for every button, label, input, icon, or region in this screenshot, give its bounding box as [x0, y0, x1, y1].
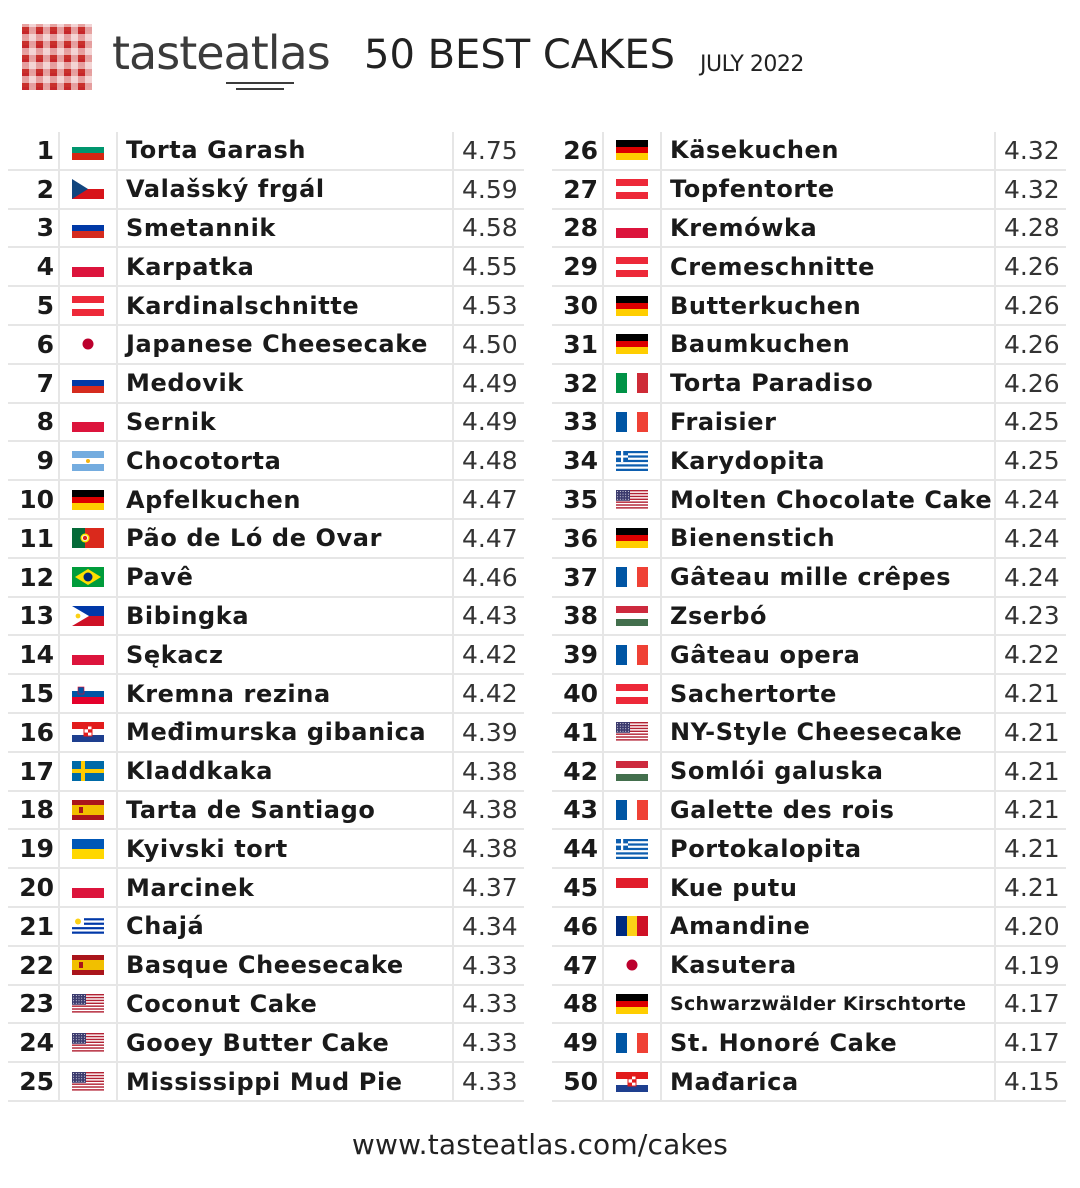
rank-number: 2: [8, 171, 60, 208]
rank-number: 24: [8, 1024, 60, 1061]
spain-flag-icon: [60, 947, 118, 984]
rank-number: 46: [552, 908, 604, 945]
japan-flag-icon: [604, 947, 662, 984]
cake-name: Pão de Ló de Ovar: [118, 520, 454, 557]
ranking-row: [8, 326, 524, 365]
cake-name: NY-Style Cheesecake: [662, 714, 996, 751]
cake-rating: 4.58: [462, 213, 518, 243]
cake-rating: 4.46: [462, 562, 518, 592]
cake-name: Sernik: [118, 404, 454, 441]
cake-rating: 4.17: [1004, 1028, 1060, 1058]
cake-rating: 4.43: [462, 601, 518, 631]
cake-rating: 4.38: [462, 834, 518, 864]
ranking-row: [552, 830, 1066, 869]
cake-name: Molten Chocolate Cake: [662, 481, 996, 518]
usa-flag-icon: [60, 986, 118, 1023]
poland-flag-icon: [60, 869, 118, 906]
ranking-row: [8, 908, 524, 947]
rank-number: 15: [8, 675, 60, 712]
germany-flag-icon: [604, 287, 662, 324]
cake-name: Gâteau opera: [662, 636, 996, 673]
rank-number: 4: [8, 248, 60, 285]
poland-flag-icon: [60, 404, 118, 441]
cake-rating: 4.33: [462, 950, 518, 980]
footer-url[interactable]: www.tasteatlas.com/cakes: [351, 1128, 729, 1161]
cake-rating: 4.23: [1004, 601, 1060, 631]
rank-number: 31: [552, 326, 604, 363]
italy-flag-icon: [604, 365, 662, 402]
usa-flag-icon: [604, 714, 662, 751]
cake-rating: 4.24: [1004, 523, 1060, 553]
cake-name: Valašský frgál: [118, 171, 454, 208]
cake-rating: 4.19: [1004, 950, 1060, 980]
romania-flag-icon: [604, 908, 662, 945]
usa-flag-icon: [60, 1024, 118, 1061]
cake-rating: 4.59: [462, 174, 518, 204]
tasteatlas-logo-icon: [22, 24, 92, 90]
ranking-row: [552, 481, 1066, 520]
cake-rating: 4.25: [1004, 407, 1060, 437]
cake-rating: 4.75: [462, 135, 518, 165]
cake-rating: 4.42: [462, 640, 518, 670]
rank-number: 28: [552, 210, 604, 247]
cake-name: Chocotorta: [118, 442, 454, 479]
cake-rating: 4.48: [462, 446, 518, 476]
sweden-flag-icon: [60, 753, 118, 790]
rank-number: 12: [8, 559, 60, 596]
rank-number: 22: [8, 947, 60, 984]
cake-rating: 4.49: [462, 368, 518, 398]
rank-number: 25: [8, 1063, 60, 1100]
cake-name: Mađarica: [662, 1063, 996, 1100]
rank-number: 20: [8, 869, 60, 906]
ranking-row: [552, 947, 1066, 986]
ranking-row: [8, 753, 524, 792]
cake-rating: 4.38: [462, 795, 518, 825]
date-label: JULY 2022: [700, 52, 804, 77]
ranking-row: [552, 908, 1066, 947]
cake-rating: 4.37: [462, 873, 518, 903]
cake-name: Apfelkuchen: [118, 481, 454, 518]
ranking-row: [8, 636, 524, 675]
rank-number: 41: [552, 714, 604, 751]
france-flag-icon: [604, 636, 662, 673]
ukraine-flag-icon: [60, 830, 118, 867]
cake-name: Sękacz: [118, 636, 454, 673]
austria-flag-icon: [604, 171, 662, 208]
ranking-row: [552, 986, 1066, 1025]
rank-number: 13: [8, 598, 60, 635]
cake-rating: 4.21: [1004, 873, 1060, 903]
czechia-flag-icon: [60, 171, 118, 208]
ranking-row: [552, 365, 1066, 404]
rank-number: 3: [8, 210, 60, 247]
cake-name: Käsekuchen: [662, 132, 996, 169]
cake-name: Gooey Butter Cake: [118, 1024, 454, 1061]
ranking-row: [8, 520, 524, 559]
cake-name: Kardinalschnitte: [118, 287, 454, 324]
cake-rating: 4.33: [462, 1028, 518, 1058]
ranking-row: [8, 1024, 524, 1063]
austria-flag-icon: [604, 675, 662, 712]
ranking-row: [8, 986, 524, 1025]
poland-flag-icon: [60, 248, 118, 285]
rank-number: 43: [552, 792, 604, 829]
rank-number: 8: [8, 404, 60, 441]
ranking-row: [8, 171, 524, 210]
ranking-row: [552, 598, 1066, 637]
ranking-row: [8, 365, 524, 404]
cake-name: Kremna rezina: [118, 675, 454, 712]
cake-name: Karydopita: [662, 442, 996, 479]
cake-rating: 4.21: [1004, 756, 1060, 786]
rank-number: 35: [552, 481, 604, 518]
ranking-row: [8, 792, 524, 831]
cake-rating: 4.53: [462, 291, 518, 321]
rank-number: 50: [552, 1063, 604, 1100]
cake-name: Karpatka: [118, 248, 454, 285]
cake-rating: 4.50: [462, 329, 518, 359]
brand-underline: [226, 82, 294, 84]
france-flag-icon: [604, 404, 662, 441]
ranking-row: [8, 869, 524, 908]
cake-name: Smetannik: [118, 210, 454, 247]
cake-name: Butterkuchen: [662, 287, 996, 324]
cake-name: Topfentorte: [662, 171, 996, 208]
ranking-row: [552, 326, 1066, 365]
austria-flag-icon: [604, 248, 662, 285]
rank-number: 16: [8, 714, 60, 751]
ranking-row: [8, 132, 524, 171]
rank-number: 32: [552, 365, 604, 402]
cake-rating: 4.34: [462, 911, 518, 941]
cake-rating: 4.21: [1004, 717, 1060, 747]
ranking-row: [552, 869, 1066, 908]
cake-name: Kremówka: [662, 210, 996, 247]
rank-number: 21: [8, 908, 60, 945]
cake-name: Marcinek: [118, 869, 454, 906]
rank-number: 7: [8, 365, 60, 402]
poland-flag-icon: [60, 636, 118, 673]
ranking-row: [552, 714, 1066, 753]
rank-number: 14: [8, 636, 60, 673]
portugal-flag-icon: [60, 520, 118, 557]
cake-name: Somlói galuska: [662, 753, 996, 790]
cake-name: Coconut Cake: [118, 986, 454, 1023]
cake-name: Schwarzwälder Kirschtorte: [662, 986, 996, 1023]
ranking-row: [8, 598, 524, 637]
ranking-row: [552, 287, 1066, 326]
ranking-row: [552, 1063, 1066, 1102]
cake-name: Sachertorte: [662, 675, 996, 712]
cake-name: Gâteau mille crêpes: [662, 559, 996, 596]
indonesia-flag-icon: [604, 869, 662, 906]
germany-flag-icon: [60, 481, 118, 518]
ranking-row: [8, 404, 524, 443]
cake-rating: 4.38: [462, 756, 518, 786]
france-flag-icon: [604, 559, 662, 596]
russia-flag-icon: [60, 365, 118, 402]
cake-name: Kue putu: [662, 869, 996, 906]
rank-number: 44: [552, 830, 604, 867]
cake-rating: 4.21: [1004, 795, 1060, 825]
rank-number: 33: [552, 404, 604, 441]
ranking-row: [8, 947, 524, 986]
rank-number: 37: [552, 559, 604, 596]
cake-rating: 4.25: [1004, 446, 1060, 476]
brand-underline-short: [236, 88, 284, 90]
usa-flag-icon: [60, 1063, 118, 1100]
ranking-row: [8, 559, 524, 598]
cake-name: Međimurska gibanica: [118, 714, 454, 751]
ranking-row: [8, 287, 524, 326]
greece-flag-icon: [604, 830, 662, 867]
ranking-row: [552, 675, 1066, 714]
cake-rating: 4.49: [462, 407, 518, 437]
cake-rating: 4.32: [1004, 135, 1060, 165]
germany-flag-icon: [604, 520, 662, 557]
cake-name: Zserbó: [662, 598, 996, 635]
slovenia-flag-icon: [60, 675, 118, 712]
brazil-flag-icon: [60, 559, 118, 596]
cake-rating: 4.17: [1004, 989, 1060, 1019]
cake-name: Kyivski tort: [118, 830, 454, 867]
cake-rating: 4.39: [462, 717, 518, 747]
hungary-flag-icon: [604, 753, 662, 790]
cake-name: Pavê: [118, 559, 454, 596]
germany-flag-icon: [604, 326, 662, 363]
cake-rating: 4.24: [1004, 562, 1060, 592]
cake-name: Basque Cheesecake: [118, 947, 454, 984]
spain-flag-icon: [60, 792, 118, 829]
rank-number: 17: [8, 753, 60, 790]
rank-number: 30: [552, 287, 604, 324]
cake-rating: 4.24: [1004, 485, 1060, 515]
cake-rating: 4.33: [462, 989, 518, 1019]
ranking-row: [552, 792, 1066, 831]
rank-number: 29: [552, 248, 604, 285]
rank-number: 6: [8, 326, 60, 363]
greece-flag-icon: [604, 442, 662, 479]
poland-flag-icon: [604, 210, 662, 247]
rank-number: 1: [8, 132, 60, 169]
croatia-flag-icon: [60, 714, 118, 751]
ranking-column-right: [552, 132, 1066, 1102]
cake-name: Fraisier: [662, 404, 996, 441]
germany-flag-icon: [604, 132, 662, 169]
cake-rating: 4.21: [1004, 834, 1060, 864]
bulgaria-flag-icon: [60, 132, 118, 169]
rank-number: 42: [552, 753, 604, 790]
cake-name: Chajá: [118, 908, 454, 945]
brand-name: tasteatlas: [112, 26, 330, 80]
cake-rating: 4.21: [1004, 679, 1060, 709]
cake-name: Medovik: [118, 365, 454, 402]
rank-number: 18: [8, 792, 60, 829]
ranking-row: [8, 1063, 524, 1102]
croatia-flag-icon: [604, 1063, 662, 1100]
cake-name: Mississippi Mud Pie: [118, 1063, 454, 1100]
rank-number: 5: [8, 287, 60, 324]
cake-rating: 4.26: [1004, 368, 1060, 398]
cake-rating: 4.32: [1004, 174, 1060, 204]
rank-number: 38: [552, 598, 604, 635]
france-flag-icon: [604, 1024, 662, 1061]
philippines-flag-icon: [60, 598, 118, 635]
austria-flag-icon: [60, 287, 118, 324]
uruguay-flag-icon: [60, 908, 118, 945]
ranking-row: [552, 1024, 1066, 1063]
ranking-row: [552, 404, 1066, 443]
header: [22, 22, 1062, 94]
rank-number: 23: [8, 986, 60, 1023]
cake-rating: 4.47: [462, 523, 518, 553]
cake-name: Bibingka: [118, 598, 454, 635]
page-title: 50 BEST CAKES: [364, 32, 676, 78]
cake-name: Bienenstich: [662, 520, 996, 557]
ranking-row: [552, 520, 1066, 559]
ranking-row: [552, 753, 1066, 792]
cake-rating: 4.47: [462, 485, 518, 515]
rank-number: 19: [8, 830, 60, 867]
cake-name: Torta Paradiso: [662, 365, 996, 402]
ranking-row: [552, 132, 1066, 171]
rank-number: 34: [552, 442, 604, 479]
cake-rating: 4.55: [462, 252, 518, 282]
ranking-row: [8, 830, 524, 869]
ranking-row: [8, 675, 524, 714]
rank-number: 45: [552, 869, 604, 906]
ranking-column-left: [8, 132, 524, 1102]
ranking-row: [8, 442, 524, 481]
cake-name: Portokalopita: [662, 830, 996, 867]
rank-number: 9: [8, 442, 60, 479]
russia-flag-icon: [60, 210, 118, 247]
cake-name: Baumkuchen: [662, 326, 996, 363]
rank-number: 48: [552, 986, 604, 1023]
cake-rating: 4.15: [1004, 1067, 1060, 1097]
cake-rating: 4.26: [1004, 329, 1060, 359]
germany-flag-icon: [604, 986, 662, 1023]
hungary-flag-icon: [604, 598, 662, 635]
france-flag-icon: [604, 792, 662, 829]
cake-name: Amandine: [662, 908, 996, 945]
cake-name: Kasutera: [662, 947, 996, 984]
rank-number: 39: [552, 636, 604, 673]
japan-flag-icon: [60, 326, 118, 363]
ranking-row: [8, 714, 524, 753]
cake-name: Kladdkaka: [118, 753, 454, 790]
ranking-row: [8, 481, 524, 520]
cake-rating: 4.42: [462, 679, 518, 709]
cake-name: Cremeschnitte: [662, 248, 996, 285]
cake-rating: 4.28: [1004, 213, 1060, 243]
cake-name: Tarta de Santiago: [118, 792, 454, 829]
ranking-row: [552, 248, 1066, 287]
cake-name: Japanese Cheesecake: [118, 326, 454, 363]
ranking-row: [552, 636, 1066, 675]
rank-number: 27: [552, 171, 604, 208]
rank-number: 47: [552, 947, 604, 984]
ranking-row: [8, 248, 524, 287]
rank-number: 26: [552, 132, 604, 169]
rank-number: 49: [552, 1024, 604, 1061]
ranking-row: [552, 171, 1066, 210]
cake-name: St. Honoré Cake: [662, 1024, 996, 1061]
ranking-row: [8, 210, 524, 249]
cake-rating: 4.20: [1004, 911, 1060, 941]
ranking-row: [552, 442, 1066, 481]
rank-number: 10: [8, 481, 60, 518]
cake-rating: 4.22: [1004, 640, 1060, 670]
cake-name: Torta Garash: [118, 132, 454, 169]
ranking-row: [552, 559, 1066, 598]
rank-number: 11: [8, 520, 60, 557]
argentina-flag-icon: [60, 442, 118, 479]
ranking-row: [552, 210, 1066, 249]
rank-number: 36: [552, 520, 604, 557]
cake-rating: 4.33: [462, 1067, 518, 1097]
cake-name: Galette des rois: [662, 792, 996, 829]
rank-number: 40: [552, 675, 604, 712]
usa-flag-icon: [604, 481, 662, 518]
cake-rating: 4.26: [1004, 291, 1060, 321]
cake-rating: 4.26: [1004, 252, 1060, 282]
